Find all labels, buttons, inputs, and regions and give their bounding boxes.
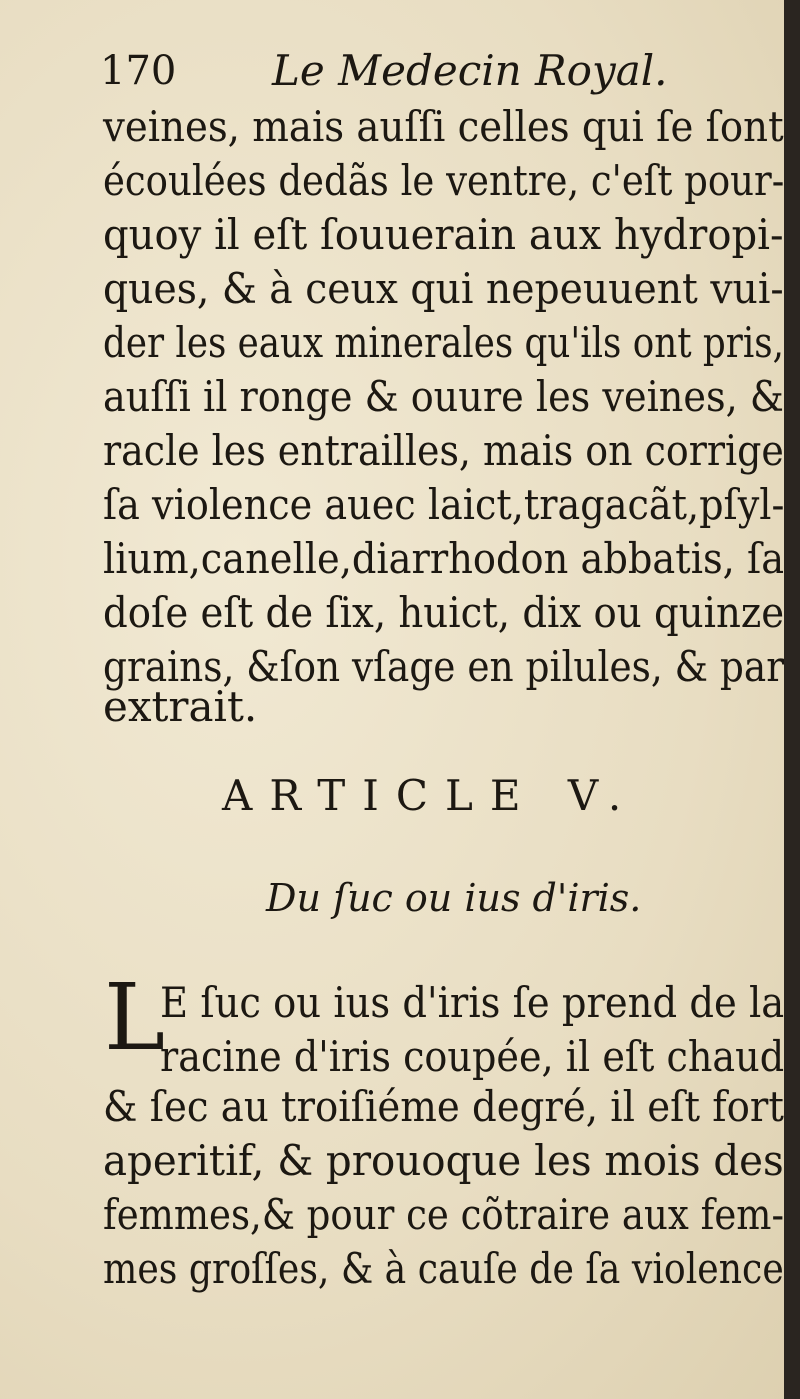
page-edge xyxy=(784,0,792,1399)
text-line: extrait. xyxy=(103,682,258,731)
page-number: 170 xyxy=(100,48,177,94)
text-line: lium,canelle,diarrhodon abbatis, ſa xyxy=(103,534,785,583)
article-heading: ARTICLE V. xyxy=(222,771,639,820)
text-line: écoulées dedãs le ventre, c'eſt pour- xyxy=(103,156,785,205)
text-line: mes groſſes, & à cauſe de ſa violence xyxy=(103,1244,784,1293)
text-line: auſſi il ronge & ouure les veines, & xyxy=(103,372,784,421)
text-line: racine d'iris coupée, il eſt chaud xyxy=(160,1032,785,1081)
drop-cap: L xyxy=(104,964,166,1071)
text-line: ques, & à ceux qui nepeuuent vui- xyxy=(103,264,784,313)
article-subheading: Du ſuc ou ius d'iris. xyxy=(266,876,642,920)
text-line: grains, &ſon vſage en pilules, & par xyxy=(103,642,785,691)
page-header xyxy=(100,42,700,102)
text-line: E ſuc ou ius d'iris ſe prend de la xyxy=(160,978,785,1027)
text-line: der les eaux minerales qu'ils ont pris, xyxy=(103,318,784,367)
text-line: femmes,& pour ce cõtraire aux fem- xyxy=(103,1190,784,1239)
text-line: racle les entrailles, mais on corrige xyxy=(103,426,784,475)
text-line: veines, mais auſſi celles qui ſe ſont xyxy=(103,102,784,151)
text-line: doſe eſt de ſix, huict, dix ou quinze xyxy=(103,588,785,637)
text-line: aperitif, & prouoque les mois des xyxy=(103,1136,784,1185)
running-title: Le Medecin Royal. xyxy=(272,46,668,95)
text-line: & ſec au troiſiéme degré, il eſt fort xyxy=(103,1082,784,1131)
text-line: quoy il eſt ſouuerain aux hydropi- xyxy=(103,210,784,259)
text-line: ſa violence auec laict,tragacãt,pſyl- xyxy=(103,480,785,529)
